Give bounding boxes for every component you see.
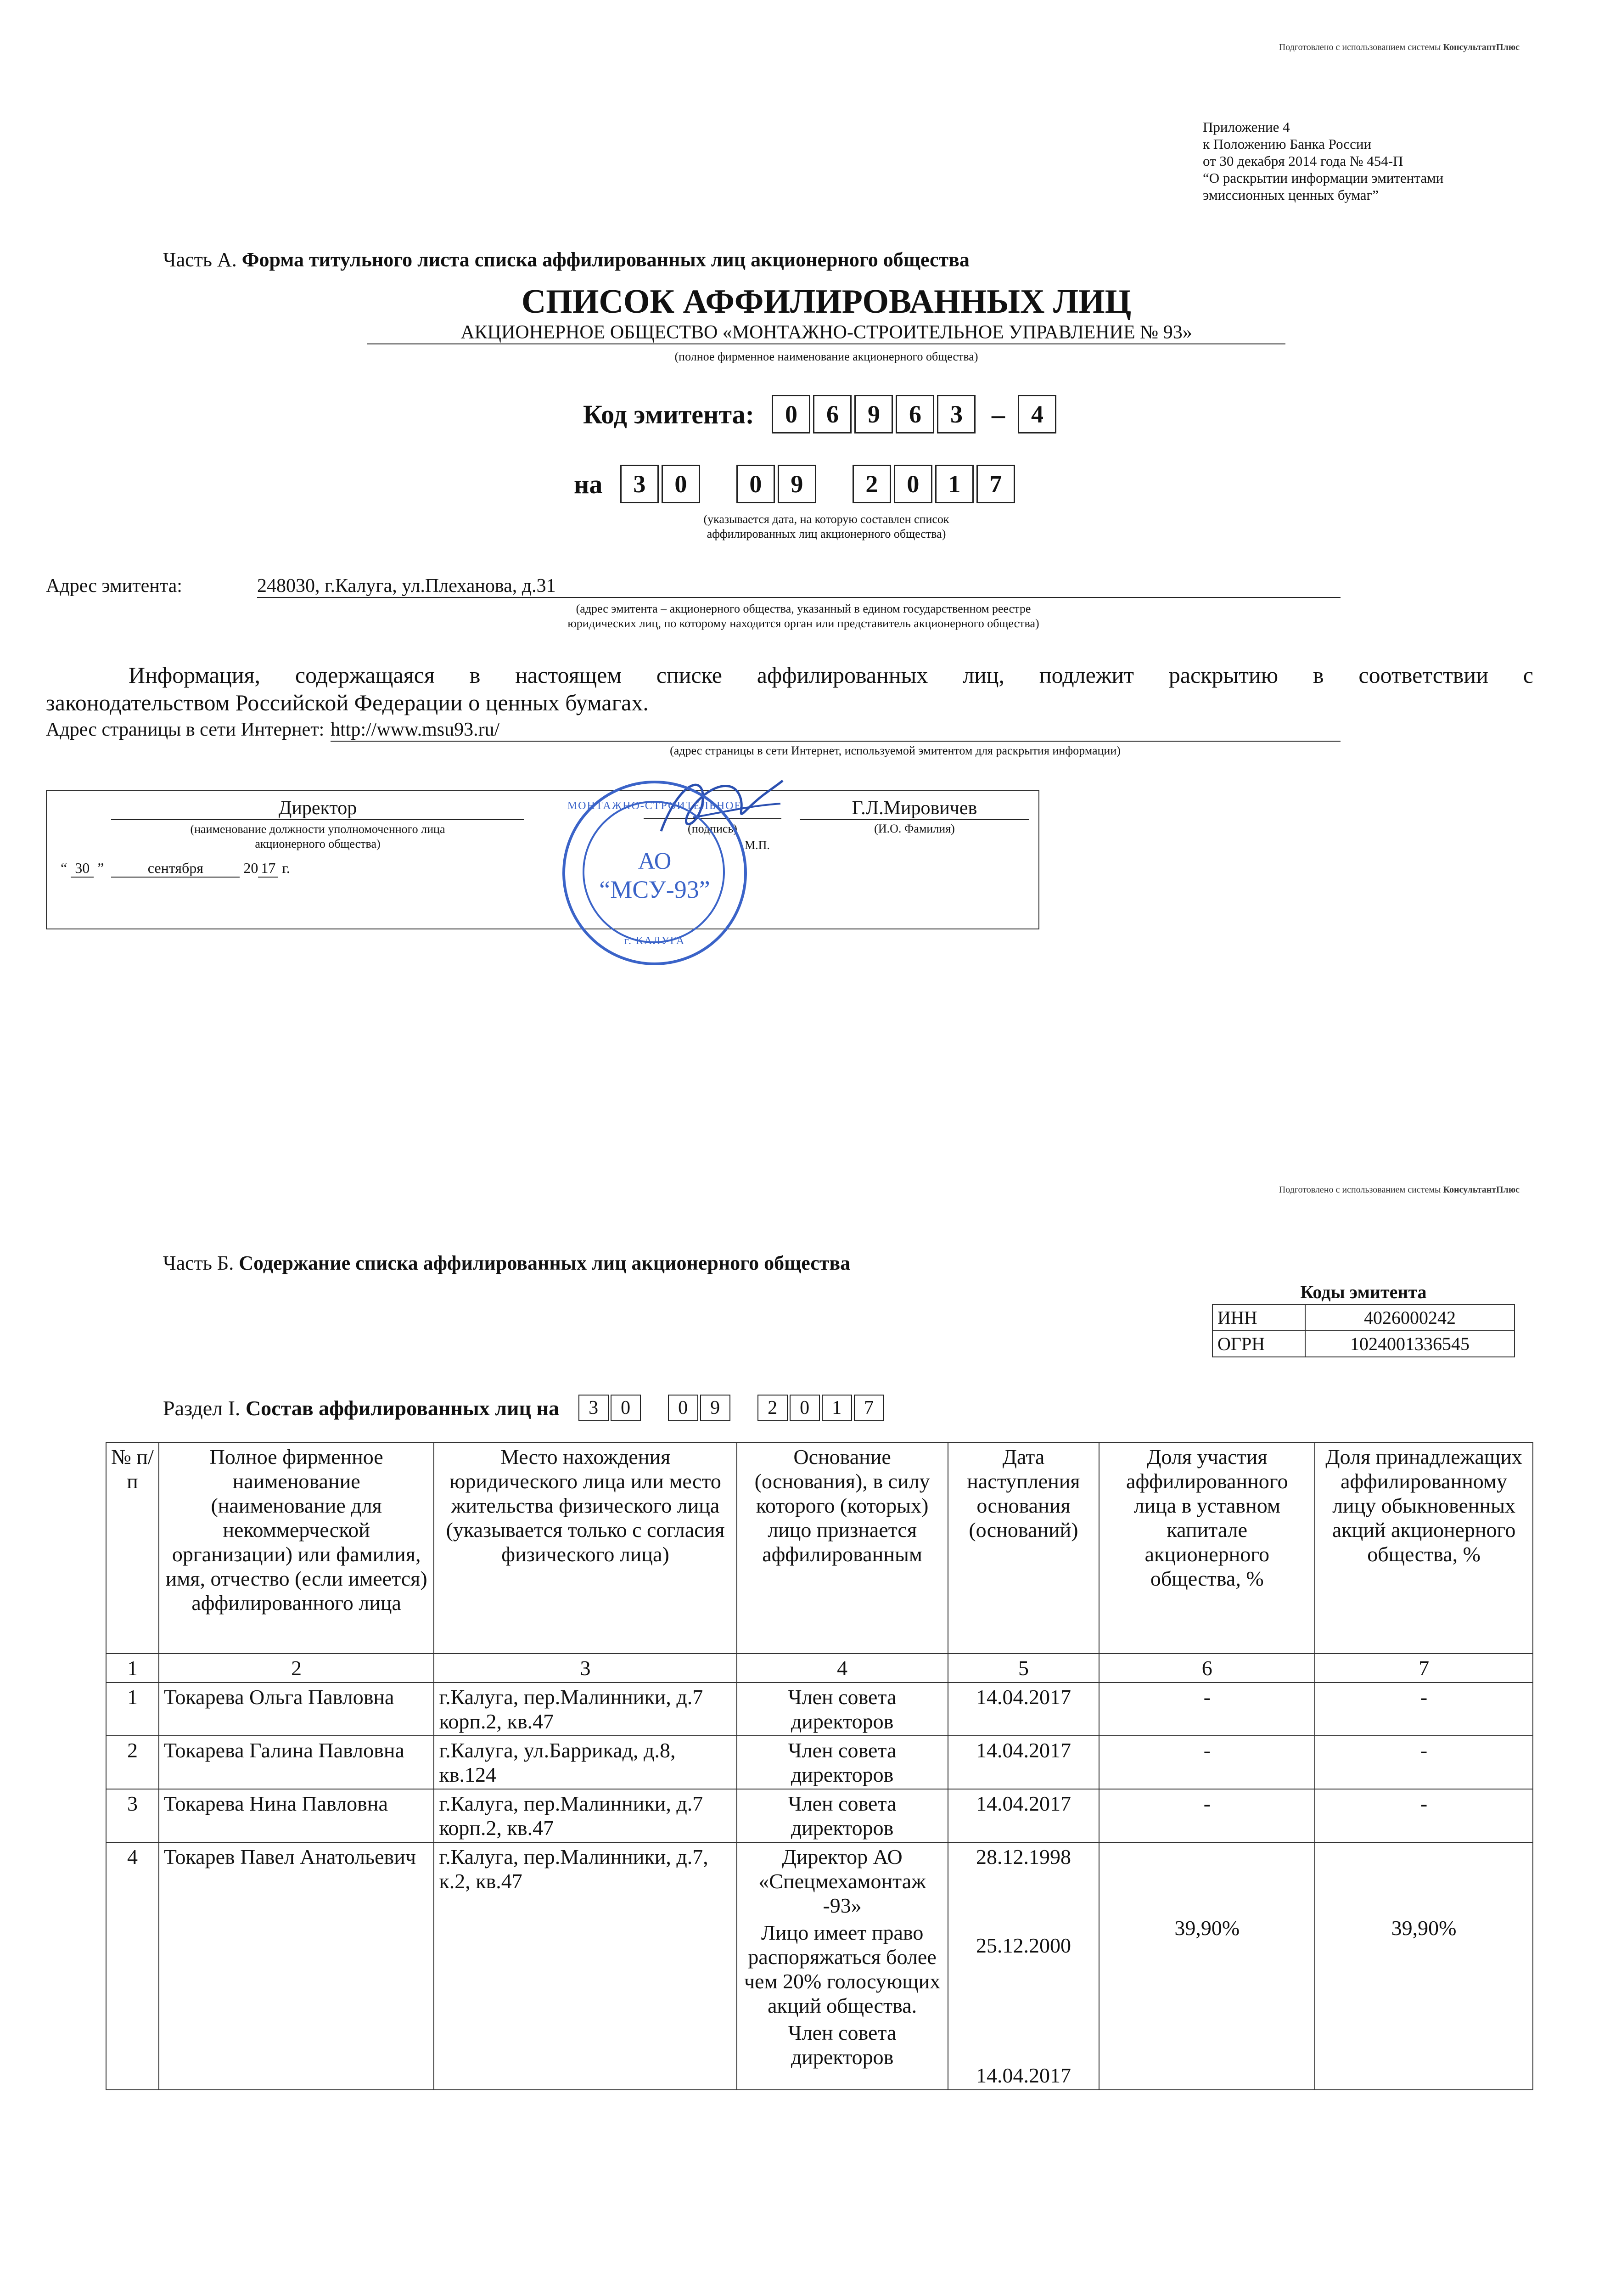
issuer-codes-title: Коды эмитента [1300,1282,1427,1302]
address-value: 248030, г.Калуга, ул.Плеханова, д.31 [257,575,1341,598]
issuer-code: Код эмитента: 0 6 9 6 3 – 4 [583,395,1059,433]
table-column-numbers: 1 2 3 4 5 6 7 [106,1654,1533,1683]
list-date: на 3 0 0 9 2 0 1 7 [574,465,1018,503]
address-caption: (адрес эмитента – акционерного общества, указанный в едином государственном реестре юридических лиц, по которому находится орган или представитель акционерного общества) [567,602,1039,630]
table-header-row: № п/п Полное фирменное наименование (наименование для некоммерческой организации) или фамилия, имя, отчество (если имеется) аффилированного лица Место нахождения юридического лица или место жительства физического лица (указывается только с согласия физического лица) Основание (основания), в силу которого (которых) лицо признается аффилированным Дата наступления основания (оснований) Доля участия аффилированного лица в уставном капитале акционерного общества, % Доля принадлежащих аффилированному лицу обыкновенных акций акционерного общества, % [106,1442,1533,1654]
table-row: 1 Токарева Ольга Павловна г.Калуга, пер.Малинники, д.7 корп.2, кв.47 Член совета директоров 14.04.2017 - - [106,1683,1533,1736]
web-caption: (адрес страницы в сети Интернет, используемой эмитентом для раскрытия информации) [670,744,1121,757]
sign-caption: (подпись) [688,822,737,835]
date-caption: (указывается дата, на которую составлен список аффилированных лиц акционерного общества) [703,512,949,540]
signature-block [46,790,1039,929]
code-row-inn: ИНН 4026000242 [1212,1305,1515,1331]
table-row: 2 Токарева Галина Павловна г.Калуга, ул.Баррикад, д.8, кв.124 Член совета директоров 14.04.2017 - - [106,1736,1533,1789]
table-row: 3 Токарева Нина Павловна г.Калуга, пер.Малинники, д.7 корп.2, кв.47 Член совета директоров 14.04.2017 - - [106,1789,1533,1842]
signatory-position: Директор [111,797,524,820]
company-name: АКЦИОНЕРНОЕ ОБЩЕСТВО «МОНТАЖНО-СТРОИТЕЛЬНОЕ УПРАВЛЕНИЕ № 93» [367,321,1285,344]
code-row-ogrn: ОГРН 1024001336545 [1212,1331,1515,1357]
company-caption: (полное фирменное наименование акционерного общества) [674,350,978,363]
position-caption: (наименование должности уполномоченного лица акционерного общества) [190,822,445,850]
part-b-title: Часть Б. Содержание списка аффилированных лиц акционерного общества [163,1252,851,1274]
consultant-note-2: Подготовлено с использованием системы КонсультантПлюс [1279,1185,1520,1195]
mp-label: М.П. [745,838,770,852]
part-a-title: Часть А. Форма титульного листа списка аффилированных лиц акционерного общества [163,248,970,271]
document-heading: СПИСОК АФФИЛИРОВАННЫХ ЛИЦ [521,283,1132,321]
signatory-name: Г.Л.Мировичев [800,797,1029,820]
signature-date: “ 30 ” сентября 20 17 г. [61,860,290,878]
section-1-title: Раздел I. Состав аффилированных лиц на 3 0 0 9 2 0 1 7 [163,1394,886,1421]
table-row: 4 Токарев Павел Анатольевич г.Калуга, пер.Малинники, д.7, к.2, кв.47 Директор АО «Спецмехамонтаж -93» Лицо имеет право распоряжаться более чем 20% голосующих акций общества. Член совета директоров 28.12.1998 25.12.2000 14.04.2017 39,90% 39,90% [106,1842,1533,2090]
issuer-codes-table [1212,1304,1515,1357]
name-caption: (И.О. Фамилия) [874,822,955,835]
consultant-note: Подготовлено с использованием системы КонсультантПлюс [1279,42,1520,52]
info-paragraph: Информация, содержащаяся в настоящем списке аффилированных лиц, подлежит раскрытию в соответствии с законодательством Российской Федерации о ценных бумагах. [46,662,1533,715]
web-value: http://www.msu93.ru/ [331,719,1341,742]
affiliated-persons-table [106,1442,1533,2090]
address-label: Адрес эмитента: [46,575,182,597]
company-stamp: МОНТАЖНО-СТРОИТЕЛЬНОЕ АО “МСУ-93” г. КАЛУГА [562,781,747,965]
appendix-note: Приложение 4 к Положению Банка России от 30 декабря 2014 года № 454-П “О раскрытии информации эмитентами эмиссионных ценных бумаг” [1203,119,1444,203]
web-label: Адрес страницы в сети Интернет: [46,719,325,740]
